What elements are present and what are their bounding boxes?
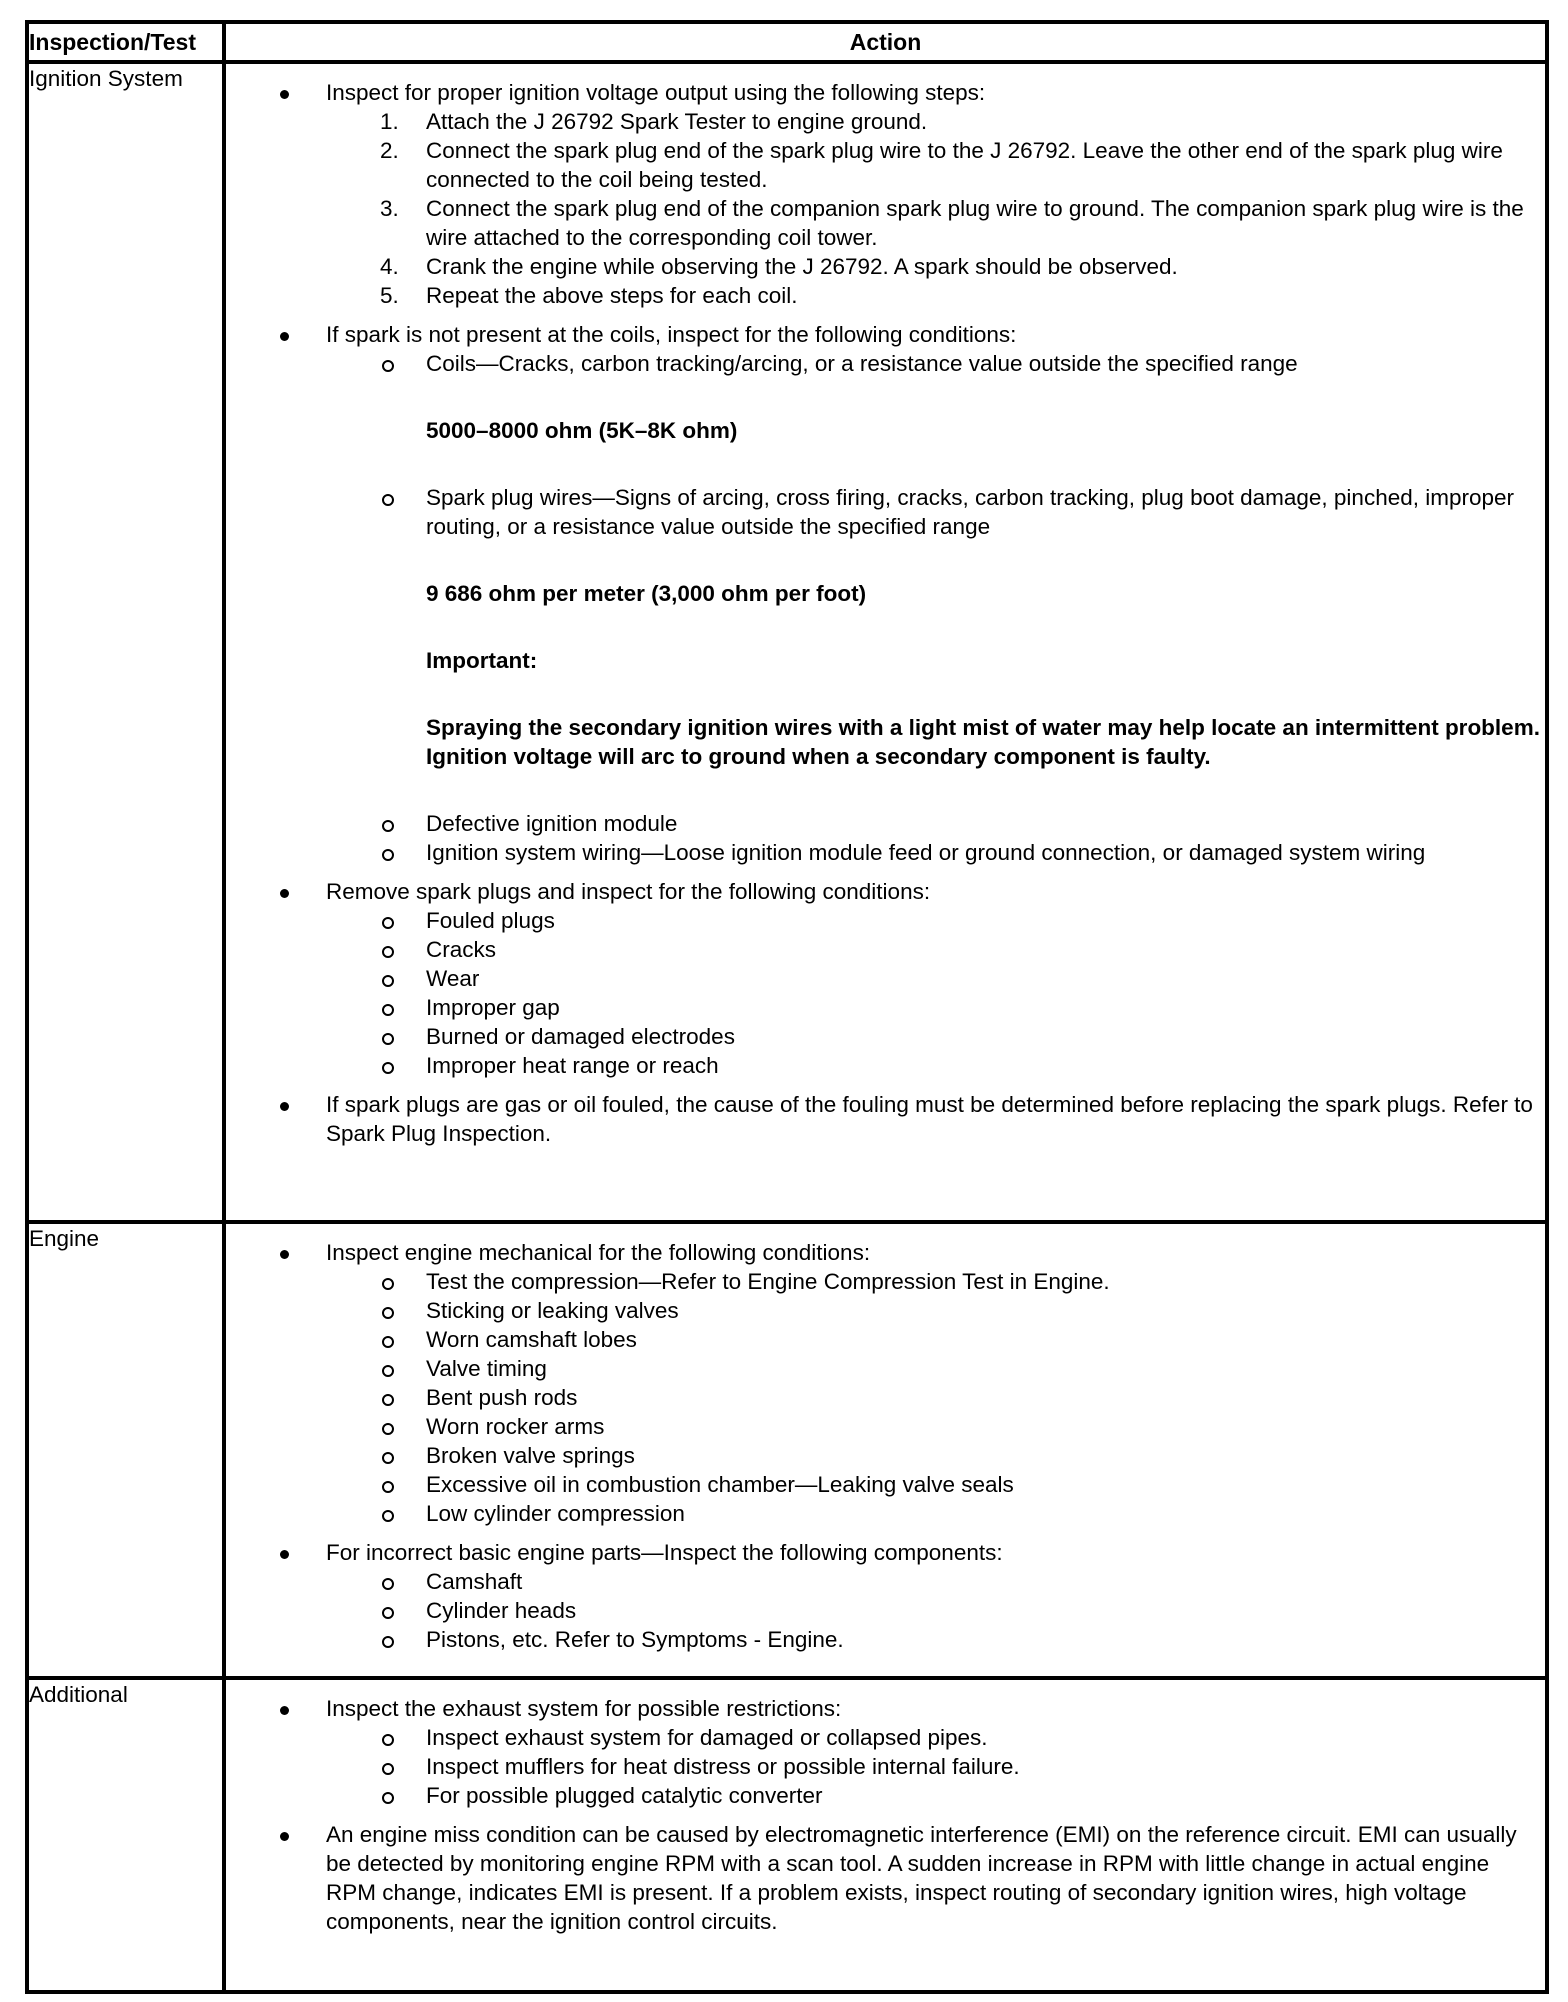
header-inspection-test: Inspection/Test [27, 22, 224, 62]
circle-bullet-icon [382, 360, 394, 372]
sub-item [226, 964, 1545, 993]
circle-bullet-icon [382, 1307, 394, 1319]
circle-bullet-icon [382, 1062, 394, 1074]
sub-item-text: Improper heat range or reach [426, 1053, 719, 1078]
row-action-additional [224, 1678, 1547, 1992]
circle-bullet-icon [382, 1423, 394, 1435]
coil-resistance-spec: 5000–8000 ohm (5K–8K ohm) [426, 418, 738, 443]
bullet-icon [280, 889, 289, 898]
sub-item-text: Test the compression—Refer to Engine Compression Test in Engine. [426, 1269, 1110, 1294]
circle-bullet-icon [382, 1510, 394, 1522]
bullet-icon [280, 1250, 289, 1259]
sub-item [226, 838, 1545, 867]
sub-item [226, 1723, 1545, 1752]
row-label-engine: Engine [27, 1222, 224, 1678]
bullet-text: If spark is not present at the coils, inspect for the following conditions: [326, 322, 1017, 347]
circle-bullet-icon [382, 1763, 394, 1775]
sub-item [226, 1470, 1545, 1499]
sub-item-text: Inspect exhaust system for damaged or collapsed pipes. [426, 1725, 988, 1750]
step-text: Repeat the above steps for each coil. [426, 283, 798, 308]
sub-item-text: Defective ignition module [426, 811, 678, 836]
list-item [226, 320, 1545, 349]
sub-item-text: Camshaft [426, 1569, 523, 1594]
step-text: Connect the spark plug end of the spark plug wire to the J 26792. Leave the other end of the spark plug wire connected to the coil being tested. [426, 138, 1503, 192]
sub-item-text: Worn rocker arms [426, 1414, 605, 1439]
important-label: Important: [426, 648, 538, 673]
step-text: Connect the spark plug end of the companion spark plug wire to ground. The companion spark plug wire is the wire attached to the corresponding coil tower. [426, 196, 1524, 250]
sub-item [226, 993, 1545, 1022]
sub-item-text: Wear [426, 966, 480, 991]
sub-item [226, 1567, 1545, 1596]
step-item [226, 252, 1545, 281]
sub-item-text: Spark plug wires—Signs of arcing, cross firing, cracks, carbon tracking, plug boot damage, pinched, improper routing, or a resistance value outside the specified range [426, 485, 1515, 539]
sub-item-text: Coils—Cracks, carbon tracking/arcing, or a resistance value outside the specified range [426, 351, 1298, 376]
circle-bullet-icon [382, 1792, 394, 1804]
step-item [226, 136, 1545, 194]
bullet-icon [280, 90, 289, 99]
circle-bullet-icon [382, 849, 394, 861]
circle-bullet-icon [382, 1481, 394, 1493]
bullet-text: Remove spark plugs and inspect for the following conditions: [326, 879, 931, 904]
circle-bullet-icon [382, 1578, 394, 1590]
sub-item-text: Pistons, etc. Refer to Symptoms - Engine. [426, 1627, 844, 1652]
step-number: 4. [380, 254, 399, 279]
list-item [226, 78, 1545, 107]
circle-bullet-icon [382, 975, 394, 987]
step-item [226, 281, 1545, 310]
sub-item-text: Burned or damaged electrodes [426, 1024, 735, 1049]
bullet-text: Inspect for proper ignition voltage output using the following steps: [326, 80, 986, 105]
sub-item [226, 483, 1545, 541]
step-number: 1. [380, 109, 399, 134]
row-action-ignition-system [224, 62, 1547, 1222]
sub-item [226, 1296, 1545, 1325]
list-item [226, 1820, 1545, 1936]
sub-item-text: Fouled plugs [426, 908, 555, 933]
sub-item [226, 1596, 1545, 1625]
list-item [226, 1090, 1545, 1148]
sub-item-text: Broken valve springs [426, 1443, 635, 1468]
sub-item [226, 1412, 1545, 1441]
bullet-icon [280, 1706, 289, 1715]
bullet-icon [280, 1102, 289, 1111]
table-row-additional [27, 1678, 1547, 1992]
sub-item [226, 1325, 1545, 1354]
sub-item-text: Ignition system wiring—Loose ignition module feed or ground connection, or damaged system wiring [426, 840, 1426, 865]
step-item [226, 194, 1545, 252]
circle-bullet-icon [382, 820, 394, 832]
sub-item-text: Bent push rods [426, 1385, 578, 1410]
sub-item-text: Improper gap [426, 995, 560, 1020]
sub-item-text: Worn camshaft lobes [426, 1327, 637, 1352]
sub-item-text: Inspect mufflers for heat distress or possible internal failure. [426, 1754, 1020, 1779]
sub-item-text: Sticking or leaking valves [426, 1298, 679, 1323]
bullet-text: If spark plugs are gas or oil fouled, the cause of the fouling must be determined before replacing the spark plugs. Refer to Spark Plug Inspection. [326, 1092, 1533, 1146]
circle-bullet-icon [382, 1278, 394, 1290]
sub-item [226, 1441, 1545, 1470]
circle-bullet-icon [382, 1365, 394, 1377]
step-number: 2. [380, 138, 399, 163]
list-item [226, 1238, 1545, 1267]
list-item [226, 1694, 1545, 1723]
step-number: 3. [380, 196, 399, 221]
sub-item [226, 1354, 1545, 1383]
step-number: 5. [380, 283, 399, 308]
circle-bullet-icon [382, 946, 394, 958]
circle-bullet-icon [382, 1636, 394, 1648]
sub-item [226, 906, 1545, 935]
row-label-ignition-system: Ignition System [27, 62, 224, 1222]
sub-item-text: Cracks [426, 937, 497, 962]
circle-bullet-icon [382, 1004, 394, 1016]
sub-item-text: Cylinder heads [426, 1598, 577, 1623]
sub-item [226, 1781, 1545, 1810]
circle-bullet-icon [382, 1452, 394, 1464]
sub-item [226, 349, 1545, 378]
circle-bullet-icon [382, 494, 394, 506]
step-text: Attach the J 26792 Spark Tester to engine ground. [426, 109, 928, 134]
step-item [226, 107, 1545, 136]
circle-bullet-icon [382, 1033, 394, 1045]
sub-item [226, 1267, 1545, 1296]
header-action: Action [224, 22, 1547, 62]
table-header-row [27, 22, 1547, 62]
sub-item [226, 809, 1545, 838]
sub-item-text: Excessive oil in combustion chamber—Leaking valve seals [426, 1472, 1014, 1497]
row-action-engine [224, 1222, 1547, 1678]
sub-item-text: For possible plugged catalytic converter [426, 1783, 823, 1808]
circle-bullet-icon [382, 1336, 394, 1348]
list-item [226, 1538, 1545, 1567]
circle-bullet-icon [382, 1607, 394, 1619]
wire-resistance-spec: 9 686 ohm per meter (3,000 ohm per foot) [426, 581, 867, 606]
step-text: Crank the engine while observing the J 26792. A spark should be observed. [426, 254, 1178, 279]
bullet-text: An engine miss condition can be caused by electromagnetic interference (EMI) on the reference circuit. EMI can usually be detected by monitoring engine RPM with a scan tool. A sudden increase in RPM with little change in actual engine RPM change, indicates EMI is present. If a problem exists, inspect routing of secondary ignition wires, high voltage components, near the ignition control circuits. [326, 1822, 1517, 1934]
circle-bullet-icon [382, 1394, 394, 1406]
sub-item [226, 935, 1545, 964]
sub-item [226, 1752, 1545, 1781]
bullet-text: Inspect engine mechanical for the following conditions: [326, 1240, 871, 1265]
sub-item-text: Low cylinder compression [426, 1501, 685, 1526]
row-label-additional: Additional [27, 1678, 224, 1992]
bullet-icon [280, 1550, 289, 1559]
sub-item [226, 1051, 1545, 1080]
table-row-engine [27, 1222, 1547, 1678]
sub-item [226, 1499, 1545, 1528]
bullet-icon [280, 1832, 289, 1841]
bullet-text: For incorrect basic engine parts—Inspect the following components: [326, 1540, 1003, 1565]
sub-item [226, 1022, 1545, 1051]
sub-item [226, 1625, 1545, 1654]
bullet-icon [280, 332, 289, 341]
circle-bullet-icon [382, 1734, 394, 1746]
circle-bullet-icon [382, 917, 394, 929]
inspection-table [25, 20, 1549, 1994]
important-note: Spraying the secondary ignition wires with a light mist of water may help locate an intermittent problem. Ignition voltage will arc to ground when a secondary component is faulty. [426, 715, 1540, 769]
sub-item-text: Valve timing [426, 1356, 547, 1381]
sub-item [226, 1383, 1545, 1412]
list-item [226, 877, 1545, 906]
bullet-text: Inspect the exhaust system for possible restrictions: [326, 1696, 842, 1721]
table-row-ignition-system [27, 62, 1547, 1222]
